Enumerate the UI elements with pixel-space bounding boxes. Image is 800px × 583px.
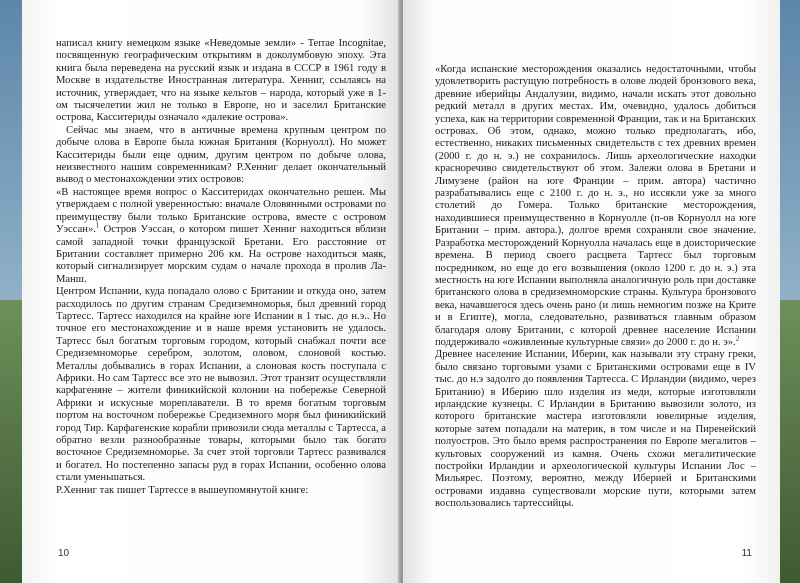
paragraph: Сейчас мы знаем, что в античные времена крупным центром по добыче олова в Европе была южная Британия (Корнуолл). Но может Касситериды были еще одним, другим центром по добыче олова, неизвестного нашим современникам? Р.Хенниг делает окончательный вывод о местонахождении этих островов: [56, 124, 386, 186]
left-page-text [56, 38, 386, 497]
right-page-text [435, 64, 756, 511]
paragraph: Древнее население Испании, Иберии, как называли эту страну греки, было связано торговыми узами с Британскими островами еще в IV тыс. до н.э задолго до появления Тартесса. С Ирландии (видимо, через Британию) в Иберию шло изделия из меди, которые изготовляли ирландские кузнецы. С Ирландии в Британию вывозили золото, из которого британские мастера изготовляли ювелирные изделия, которые затем попадали на материк, в том числе и на Пиренейский полуостров. Это было время распространения по Европе мегалитов – культовых сооружений из камня. Очень схожи мегалитические постройки Ирландии и археологической культуры Испании Лос – Мильярес. Поэтому, вероятно, между Иберией и Британскими островами издавна существовали морские пути, которыми затем воспользовались тартессийцы. [435, 349, 756, 510]
quote-text: «Когда испанские месторождения оказались недостаточными, чтобы удовлетворить растущую потребность в олове людей бронзового века, древние иберийцы Андалузии, видимо, начали искать этот довольно редкий металл в других местах. Им, очевидно, удалось добиться успеха, как на территории современной Франции, так и на Британских островах. Об этом, однако, можно только предполагать, ибо, естественно, никаких письменных свидетельств с тех древних времен (2000 г. до н. э.) не сохранилось. Лишь археологические находки красноречиво свидетельствуют об этом. Залежи олова в Бретани и Лимузене (район на юге Франции – прим. автора) частично разрабатывались еще с 2100 г. до н. э., но иссякли уже за много столетий до Гомера. Только британские месторождения, находившиеся преимущественно в Корнуолле (п-ов Корнуолл на юге Британии – прим. автора.), долгое время сохраняли свое значение. Разработка месторождений Корнуолла началась еще в доисторические времена. В период своего расцвета Тартесс был торговым посредником, но еще до его возвышения (около 1200 г. до н. э.) эта местность на юге Испании выполняла аналогичную роль при доставке британского олова в средиземноморские страны. Культура бронзового века, начавшегося здесь очень рано (и лишь немногим позже на Крите и в Египте), могла, следовательно, развиваться главным образом благодаря олову Британии, с которой древнее население Испании поддерживало «оживленные культурные связи» до 2000 г. до н. э». [435, 64, 756, 348]
page-number: 10 [58, 548, 70, 559]
paragraph: Центром Испании, куда попадало олово с Британии и откуда оно, затем расходилось по другим странам Средиземноморья, был древний город Тартесс. Тартесс находился на крайне юге Испании в 1 тыс. до н.э.. Но точное его местонахождение и в наше время установить не удалось. Тартесс был богатым торговым городом, который снабжал почти все Средиземноморье серебром, золотом, оловом, слоновой костью. Металлы добывались в горах Испании, а слоновая кость поступала с Африки. Но сам Тартесс все это не вывозил. Этот транзит осуществляли карфагеняне – жители финикийской колонии на побережье Северной Африки и искусные мореплаватели. В то время богатым торговым портом на восточном побережье Средиземного моря был финикийский город Тир. Карфагенские корабли привозили сюда металлы с Тартесса, а обратно везли разнообразные товары, которыми было так богато восточное Средиземноморье. За счет этой торговли Тартесс развивался и богател. Но постепенно запасы руд в горах Испании, особенно олова стали уменьшаться. [56, 286, 386, 484]
paragraph-continuation: Остров Уэссан, о котором пишет Хенниг находиться вблизи самой западной точки французской Бретани. Его расстояние от Британии составляет примерно 206 км. На острове находиться маяк, который сигнализирует морским судам о начале прохода в пролив Ла-Манш. [56, 224, 386, 285]
footnote-marker: 1 [95, 221, 100, 230]
quote-paragraph [56, 187, 386, 286]
left-page [22, 0, 400, 583]
quote-text: «В настоящее время вопрос о Касситеридах окончательно решен. Мы утверждаем с полной уверенностью: вначале Оловянными островами по преимуществу были только Британские острова, вместе с островом Уэссан». [56, 186, 386, 236]
right-page [403, 0, 780, 583]
page-number: 11 [741, 548, 752, 559]
paragraph: Р.Хенниг так пишет Тартессе в вышеупомянутой книге: [56, 484, 309, 496]
quote-paragraph [435, 64, 756, 349]
paragraph: написал книгу немецком языке «Неведомые земли» - Terrae Incognitae, посвященную географическим открытиям в доколумбовую эпоху. Эта книга была переведена на русский язык и издана в СССР в 1961 году в Москве в издательстве Иностранная литература. Хенниг, ссылаясь на источник, утверждает, что на языке кельтов – народа, который уже в 1-ом тысячелетии жил не только в Европе, но и заселил Британские острова, Касситериды означало «далекие острова». [56, 38, 386, 124]
footnote-marker: 2 [735, 334, 740, 343]
